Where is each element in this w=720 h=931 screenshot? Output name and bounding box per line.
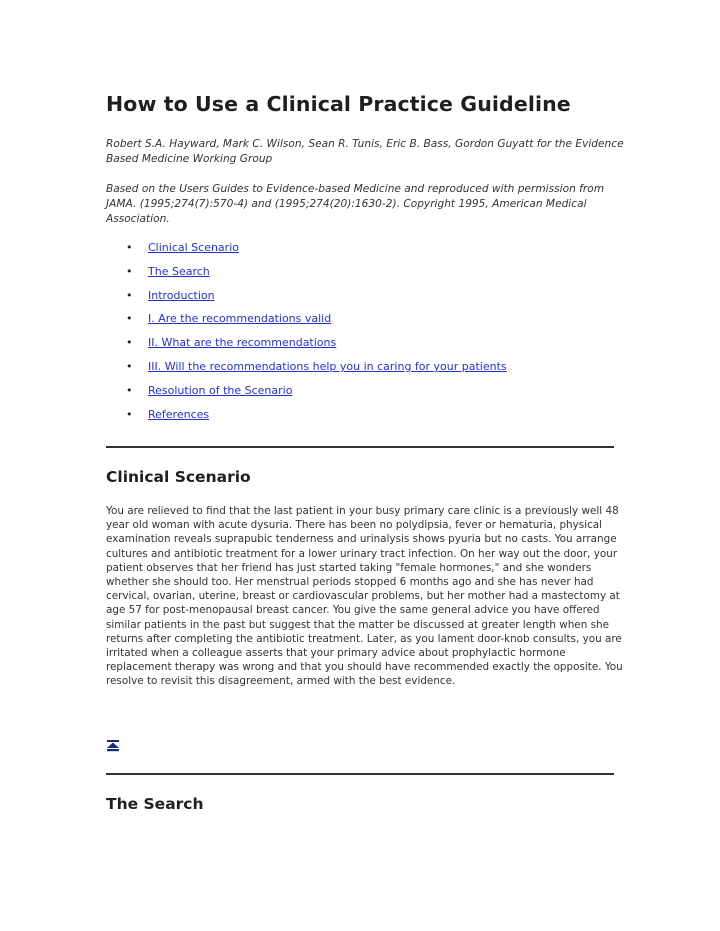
table-of-contents (106, 238, 507, 428)
toc-link-introduction[interactable]: Introduction (148, 288, 215, 302)
toc-link-references[interactable]: References (148, 407, 210, 421)
bullet-icon: • (126, 288, 133, 302)
section-heading-clinical-scenario: Clinical Scenario (106, 468, 251, 486)
toc-item (106, 262, 507, 286)
bullet-icon: • (126, 359, 133, 373)
source-note: Based on the Users Guides to Evidence-based Medicine and reproduced with permission from JAMA. (1995;274(7):570-4) and (1995;274(20):1630-2). Copyright 1995, American Medical Association. (106, 183, 605, 225)
toc-link-resolution[interactable]: Resolution of the Scenario (148, 383, 293, 397)
bullet-icon: • (126, 312, 133, 326)
toc-item (106, 238, 507, 262)
authors-line: Robert S.A. Hayward, Mark C. Wilson, Sean R. Tunis, Eric B. Bass, Gordon Guyatt for the Evidence Based Medicine Working Group (106, 138, 624, 165)
section-heading-the-search: The Search (106, 795, 204, 813)
clinical-scenario-text: You are relieved to find that the last patient in your busy primary care clinic is a previously well 48 year old woman with acute dysuria. There has been no polydipsia, fever or hematuria, physical examination reveals suprapubic tenderness and urinalysis shows pyuria but no casts. You arrange cultures and antibiotic treatment for a lower urinary tract infection. On her way out the door, your patient observes that her friend has just started taking "female hormones," and she wonders whether she should too. Her menstrual periods stopped 6 months ago and she has never had cervical, ovarian, uterine, breast or cardiovascular problems, but her mother had a mastectomy at age 57 for post-menopausal breast cancer. You give the same general advice you have offered similar patients in the past but suggest that the matter be discussed at greater length when she returns after completing the antibiotic treatment. Later, as you lament door-knob consults, you are irritated when a colleague asserts that your primary advice about prophylactic hormone replacement therapy was wrong and that you should have recommended exactly the opposite. You resolve to revisit this disagreement, armed with the best evidence. (106, 505, 623, 688)
toc-item (106, 381, 507, 405)
bullet-icon: • (126, 264, 133, 278)
toc-item (106, 357, 507, 381)
toc-item (106, 333, 507, 357)
page-title: How to Use a Clinical Practice Guideline (106, 92, 571, 116)
toc-link-recommendations-help[interactable]: III. Will the recommendations help you in caring for your patients (148, 359, 507, 373)
bullet-icon: • (126, 241, 133, 254)
section-divider (106, 773, 614, 775)
toc-item (106, 405, 507, 429)
bullet-icon: • (126, 336, 133, 350)
back-to-top-icon[interactable] (106, 737, 120, 749)
toc-link-the-search[interactable]: The Search (148, 264, 210, 278)
toc-item (106, 286, 507, 310)
toc-link-clinical-scenario[interactable]: Clinical Scenario (148, 241, 239, 254)
toc-link-what-are-recommendations[interactable]: II. What are the recommendations (148, 336, 337, 350)
toc-link-recommendations-valid[interactable]: I. Are the recommendations valid (148, 312, 332, 326)
toc-item (106, 309, 507, 333)
section-divider (106, 446, 614, 448)
bullet-icon: • (126, 407, 133, 421)
bullet-icon: • (126, 383, 133, 397)
back-to-top-glyph (106, 740, 120, 752)
